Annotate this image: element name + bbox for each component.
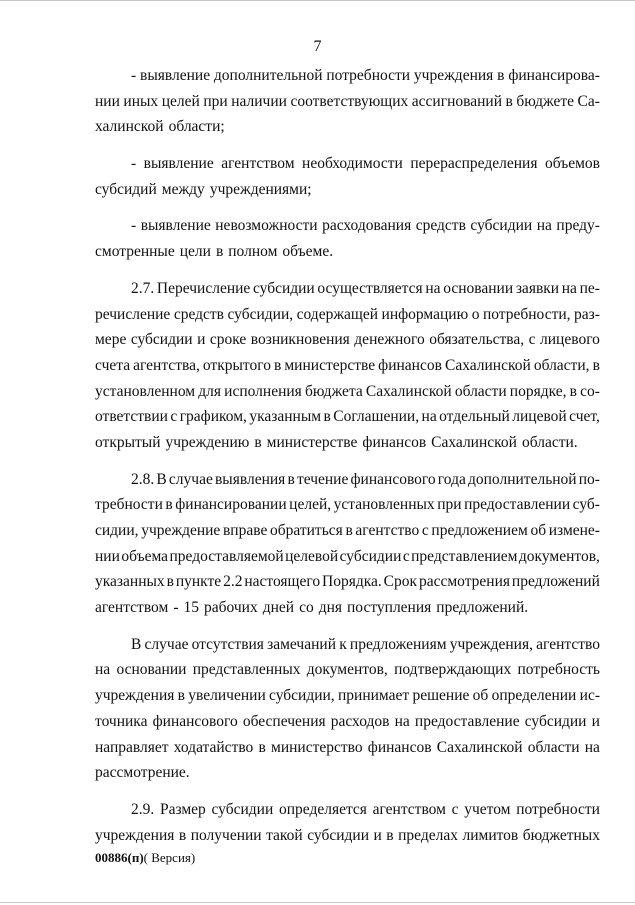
text-line: нии объема предоставляемой целевой субсидии с представлением документов, [95, 547, 600, 565]
paragraph-gap [95, 202, 600, 213]
paragraph [95, 276, 600, 456]
text-line: агентством - 15 рабочих дней со дня поступления предложений. [95, 599, 529, 617]
scan-edge-bottom [0, 902, 635, 903]
paragraph-gap [95, 265, 600, 276]
text-line: нии иных целей при наличии соответствующих ассигнований в бюджете Са- [95, 92, 600, 110]
paragraph [95, 151, 600, 202]
text-line: сидии, учреждение вправе обратиться в агентство с предложением об измене- [95, 522, 600, 539]
text-line: речисление средств субсидии, содержащей информацию о потребности, раз- [95, 305, 600, 323]
paragraph-gap [95, 140, 600, 151]
paragraph [95, 63, 600, 140]
text-line: на основании представленных документов, подтверждающих потребность [95, 661, 600, 679]
text-line: - выявление дополнительной потребности учреждения в финансирова- [131, 67, 600, 84]
text-line: открытый учреждению в министерстве финансов Сахалинской области. [95, 433, 578, 451]
text-line: точника финансового обеспечения расходов на предоставление субсидии и [95, 712, 600, 730]
text-line: субсидий между учреждениями; [95, 180, 312, 198]
text-line: 2.9. Размер субсидии определяется агентством с учетом потребности [131, 800, 600, 818]
paragraph-gap [95, 456, 600, 467]
document-code: 00886(п) [95, 850, 144, 865]
page-number: 7 [313, 38, 322, 55]
scan-edge-top [0, 0, 635, 1]
text-line: мере субсидии и сроке возникновения денежного обязательства, с лицевого [95, 331, 600, 349]
paragraph [95, 213, 600, 264]
text-line: рассмотрение. [95, 764, 190, 782]
text-line: 2.8. В случае выявления в течение финансового года дополнительной по- [131, 470, 600, 488]
paragraph-gap [95, 786, 600, 797]
text-line: учреждения в получении такой субсидии и в пределах лимитов бюджетных [95, 826, 600, 844]
text-line: указанных в пункте 2.2 настоящего Порядка. Срок рассмотрения предложений [95, 573, 600, 591]
text-line: счета агентства, открытого в министерстве финансов Сахалинской области, в [95, 356, 600, 374]
text-line: ответствии с графиком, указанным в Соглашении, на отдельный лицевой счет, [95, 408, 600, 426]
text-line: 2.7. Перечисление субсидии осуществляется на основании заявки на пе- [131, 279, 600, 297]
paragraph [95, 467, 600, 621]
text-line: требности в финансировании целей, установленных при предоставлении суб- [95, 496, 600, 514]
text-line: - выявление агентством необходимости перераспределения объемов [131, 155, 600, 173]
text-line: учреждения в увеличении субсидии, принимает решение об определении ис- [95, 687, 600, 705]
paragraph [95, 632, 600, 786]
text-line: смотренные цели в полном объеме. [95, 243, 334, 261]
text-line: - выявление невозможности расходования средств субсидии на преду- [131, 217, 600, 235]
document-version: ( Версия) [143, 850, 196, 865]
document-body [95, 63, 600, 848]
text-line: направляет ходатайство в министерство финансов Сахалинской области на [95, 738, 600, 756]
text-line: В случае отсутствия замечаний к предложениям учреждения, агентство [131, 635, 600, 653]
paragraph-gap [95, 621, 600, 632]
text-line: установленном для исполнения бюджета Сахалинской области порядке, в со- [95, 382, 600, 400]
paragraph [95, 797, 600, 848]
footer [95, 850, 195, 866]
text-line: халинской области; [95, 118, 225, 136]
